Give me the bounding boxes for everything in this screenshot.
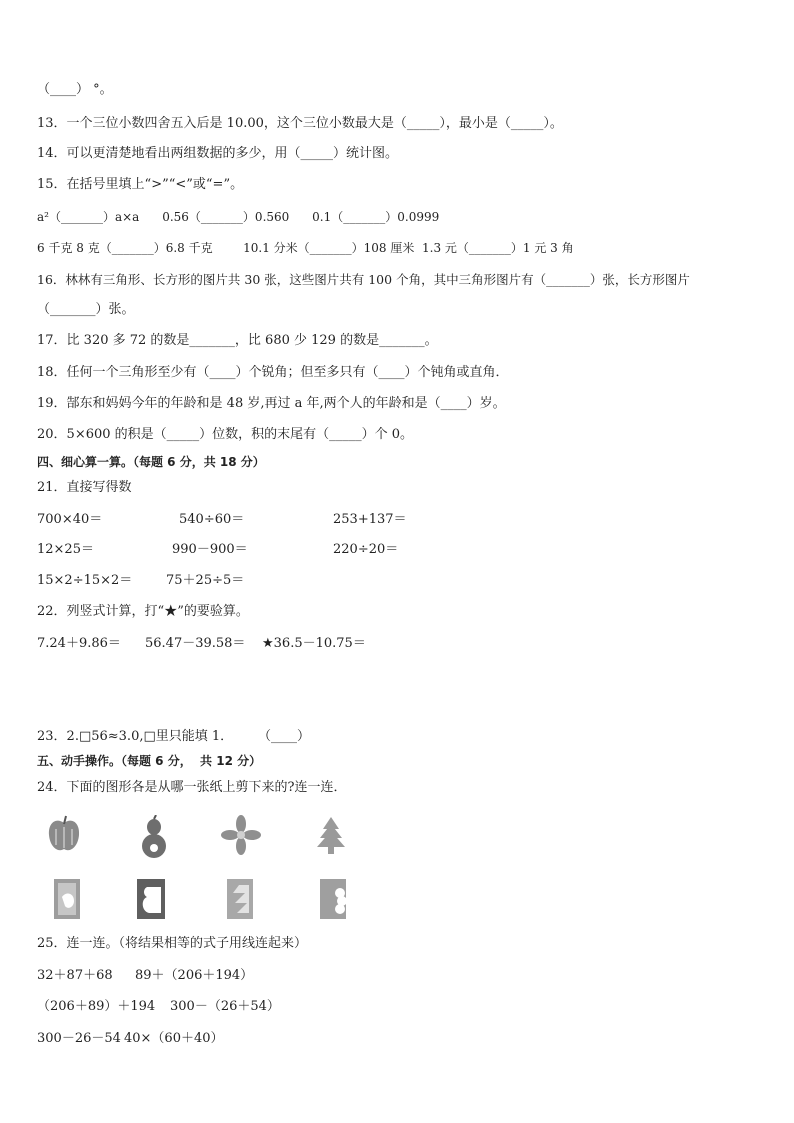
question-23: 23．2.□56≈3.0,□里只能填 1． （____） [37,729,310,744]
match-25-left-1[interactable]: 32＋87＋68 [37,968,113,983]
question-25: 25．连一连。（将结果相等的式子用线连起来） [37,936,308,951]
question-19: 19．郜东和妈妈今年的年龄和是 48 岁,再过 a 年,两个人的年龄和是（____）岁。 [37,396,506,411]
question-18: 18．任何一个三角形至少有（____）个锐角；但至多只有（____）个钝角或直角． [37,365,509,380]
match-25-left-3[interactable]: 300－26－54 [37,1031,121,1046]
calc-22-2: 56.47－39.58＝ [145,636,246,651]
calc-21-r1-c1: 700×40＝ [37,512,103,527]
flower-cutout-icon[interactable] [221,815,261,855]
question-15-row-2: 6 千克 8 克（_______）6.8 千克 10.1 分米（_______）108 厘米 1.3 元（_______）1 元 3 角 [37,241,574,255]
question-21: 21．直接写得数 [37,480,132,495]
calc-21-r3-c2: 75＋25÷5＝ [166,573,245,588]
gourd-cutout-icon[interactable] [138,815,170,859]
question-15-row-1: a²（_______）a×a 0.56（_______）0.560 0.1（_______）0.0999 [37,210,440,224]
section-5-heading: 五、动手操作。（每题 6 分， 共 12 分） [37,754,262,768]
continuation-line: （____） °。 [37,82,113,97]
tree-cutout-icon[interactable] [314,815,348,855]
section-4-heading: 四、细心算一算。（每题 6 分，共 18 分） [37,455,265,469]
calc-21-r2-c2: 990－900＝ [172,542,248,557]
calc-22-1: 7.24＋9.86＝ [37,636,121,651]
paper-flower-hole-icon[interactable] [318,877,348,921]
calc-21-r1-c3: 253+137＝ [333,512,407,527]
apple-cutout-icon[interactable] [46,815,82,855]
question-16-line-1: 16．林林有三角形、长方形的图片共 30 张，这些图片共有 100 个角，其中三角形图片有（_______）张，长方形图片 [37,272,690,287]
paper-apple-hole-icon[interactable] [52,877,82,921]
calc-21-r2-c1: 12×25＝ [37,542,94,557]
match-25-right-3[interactable]: 40×（60＋40） [124,1031,224,1046]
match-25-right-1[interactable]: 89＋（206＋194） [135,968,254,983]
calc-21-r1-c2: 540÷60＝ [179,512,245,527]
question-17: 17．比 320 多 72 的数是_______，比 680 少 129 的数是_______。 [37,333,438,348]
match-25-right-2[interactable]: 300－（26＋54） [170,999,280,1014]
match-25-left-2[interactable]: （206＋89）＋194 [37,999,156,1014]
paper-gourd-hole-icon[interactable] [135,877,167,921]
calc-22-3: ★36.5－10.75＝ [262,636,366,651]
question-20: 20．5×600 的积是（_____）位数，积的末尾有（_____）个 0。 [37,427,414,442]
paper-tree-hole-icon[interactable] [225,877,255,921]
question-13: 13．一个三位小数四舍五入后是 10.00，这个三位小数最大是（_____），最小是（_____）。 [37,116,563,131]
question-22: 22．列竖式计算，打“★”的要验算。 [37,604,249,619]
question-14: 14．可以更清楚地看出两组数据的多少，用（_____）统计图。 [37,146,399,161]
question-15: 15．在括号里填上“>”“<”或“=”。 [37,177,244,192]
calc-21-r3-c1: 15×2÷15×2＝ [37,573,133,588]
question-16-line-2: （_______）张。 [37,302,135,317]
calc-21-r2-c3: 220÷20＝ [333,542,399,557]
question-24: 24．下面的图形各是从哪一张纸上剪下来的?连一连． [37,780,347,795]
